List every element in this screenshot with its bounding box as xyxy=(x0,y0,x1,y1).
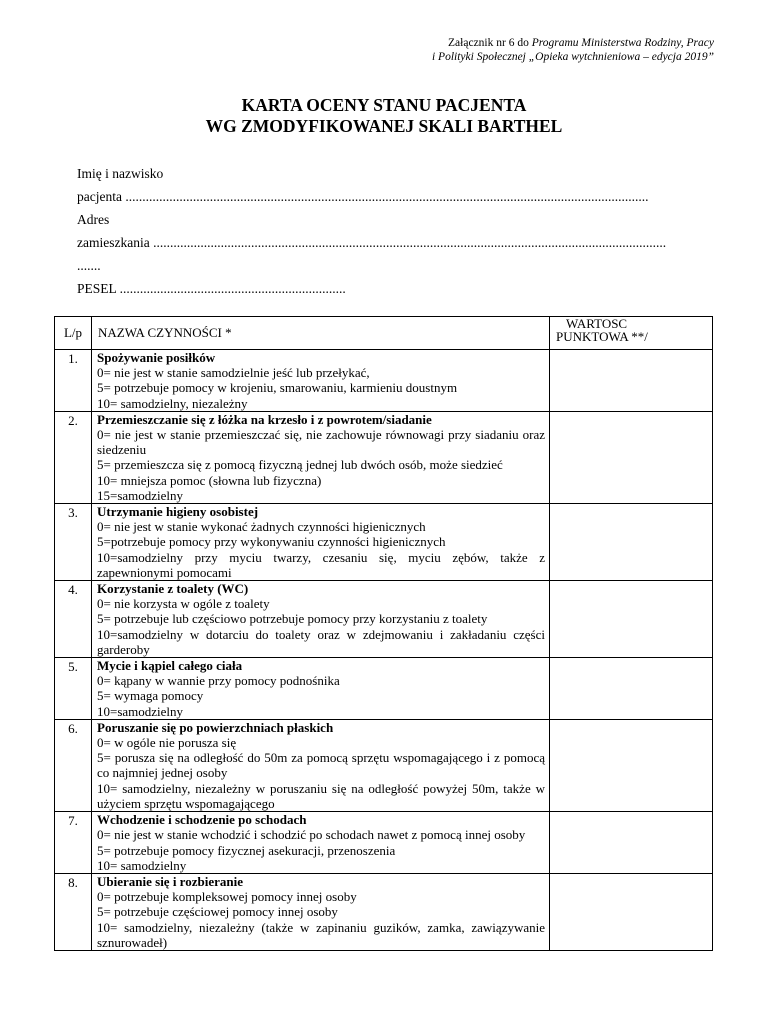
table-row xyxy=(55,350,713,412)
scoring-option: 5= potrzebuje częściowej pomocy innej osoby xyxy=(97,904,338,920)
scoring-option: 0= potrzebuje kompleksowej pomocy innej osoby xyxy=(97,889,357,905)
row-number: 6. xyxy=(55,719,92,811)
row-number: 2. xyxy=(55,411,92,503)
activity-title: Przemieszczanie się z łóżka na krzesło i z powrotem/siadanie xyxy=(97,411,432,427)
scoring-option: 10=samodzielny przy myciu twarzy, czesaniu się, myciu zębów, także z zapewnionymi pomocami xyxy=(97,549,545,580)
scoring-option: 5= przemieszcza się z pomocą fizyczną jednej lub dwóch osób, może siedzieć xyxy=(97,457,503,473)
address-label: Adres xyxy=(77,212,110,227)
scoring-option: 10= samodzielny, niezależny w poruszaniu się na odległość powyżej 50m, także w użyciem sprzętu wspomagającego xyxy=(97,780,545,811)
header-activity-name: NAZWA CZYNNOŚCI * xyxy=(92,317,550,350)
point-value-cell[interactable] xyxy=(550,411,713,503)
header-value-line-1: WARTOSC xyxy=(566,316,628,331)
scoring-option: 10= samodzielny xyxy=(97,857,187,873)
activity-description xyxy=(92,581,550,658)
scoring-option: 15=samodzielny xyxy=(97,487,184,503)
point-value-cell[interactable] xyxy=(550,812,713,874)
scoring-option: 5= porusza się na odległość do 50m za pomocą sprzętu wspomagającego i z pomocą co najmniej jednej osoby xyxy=(97,750,545,781)
point-value-cell[interactable] xyxy=(550,504,713,581)
scoring-option: 5= potrzebuje pomocy fizycznej asekuracji, przenoszenia xyxy=(97,842,396,858)
title-line-1: KARTA OCENY STANU PACJENTA xyxy=(241,95,527,115)
address-field[interactable]: zamieszkania ........................................................................................................................................................ xyxy=(77,235,667,250)
title-line-2: WG ZMODYFIKOWANEJ SKALI BARTHEL xyxy=(205,116,563,136)
barthel-table xyxy=(54,316,713,951)
table-row xyxy=(55,719,713,811)
row-number: 8. xyxy=(55,873,92,950)
scoring-option: 5= wymaga pomocy xyxy=(97,688,204,704)
activity-title: Wchodzenie i schodzenie po schodach xyxy=(97,812,307,828)
scoring-option: 5=potrzebuje pomocy przy wykonywaniu czynności higienicznych xyxy=(97,534,446,550)
name-label: Imię i nazwisko xyxy=(77,166,164,181)
activity-description xyxy=(92,719,550,811)
scoring-option: 0= nie jest w stanie wykonać żadnych czynności higienicznych xyxy=(97,519,426,535)
attachment-program: Programu Ministerstwa Rodziny, Pracy xyxy=(531,37,714,49)
activity-title: Ubieranie się i rozbieranie xyxy=(97,873,243,889)
row-number: 7. xyxy=(55,812,92,874)
activity-description xyxy=(92,812,550,874)
pesel-field[interactable]: PESEL ................................................................... xyxy=(77,281,346,296)
page-title xyxy=(0,95,768,137)
table-row xyxy=(55,873,713,950)
table-row xyxy=(55,581,713,658)
scoring-option: 10= mniejsza pomoc (słowna lub fizyczna) xyxy=(97,472,322,488)
header-point-value xyxy=(550,317,713,350)
table-row xyxy=(55,411,713,503)
table-row xyxy=(55,504,713,581)
name-field[interactable]: pacjenta ........................................................................................................................................................... xyxy=(77,189,649,204)
patient-fields xyxy=(77,162,712,300)
point-value-cell[interactable] xyxy=(550,350,713,412)
point-value-cell[interactable] xyxy=(550,581,713,658)
scoring-option: 0= nie jest w stanie samodzielnie jeść lub przełykać, xyxy=(97,365,370,381)
activity-title: Korzystanie z toalety (WC) xyxy=(97,581,249,597)
scoring-option: 5= potrzebuje lub częściowo potrzebuje pomocy przy korzystaniu z toalety xyxy=(97,611,488,627)
table-header-row xyxy=(55,317,713,350)
row-number: 1. xyxy=(55,350,92,412)
scoring-option: 10=samodzielny xyxy=(97,703,184,719)
activity-title: Mycie i kąpiel całego ciała xyxy=(97,658,243,674)
activity-description xyxy=(92,350,550,412)
header-value-line-2: PUNKTOWA **/ xyxy=(556,329,648,344)
point-value-cell[interactable] xyxy=(550,719,713,811)
activity-description xyxy=(92,658,550,720)
activity-title: Utrzymanie higieny osobistej xyxy=(97,504,259,520)
activity-description xyxy=(92,411,550,503)
scoring-option: 5= potrzebuje pomocy w krojeniu, smarowaniu, karmieniu doustnym xyxy=(97,380,458,396)
scoring-option: 0= w ogóle nie porusza się xyxy=(97,735,237,751)
row-number: 5. xyxy=(55,658,92,720)
activity-title: Spożywanie posiłków xyxy=(97,350,216,365)
attachment-note xyxy=(432,36,714,64)
table-row xyxy=(55,658,713,720)
row-number: 4. xyxy=(55,581,92,658)
attachment-line-2: i Polityki Społecznej „Opieka wytchnieniowa – edycja 2019” xyxy=(431,51,714,63)
activity-title: Poruszanie się po powierzchniach płaskich xyxy=(97,719,334,735)
scoring-option: 0= nie jest w stanie wchodzić i schodzić po schodach nawet z pomocą innej osoby xyxy=(97,827,526,843)
scoring-option: 10=samodzielny w dotarciu do toalety oraz w zdejmowaniu i zakładaniu części garderoby xyxy=(97,626,545,657)
activity-description xyxy=(92,873,550,950)
scoring-option: 0= kąpany w wannie przy pomocy podnośnika xyxy=(97,673,340,689)
point-value-cell[interactable] xyxy=(550,873,713,950)
activity-description xyxy=(92,504,550,581)
point-value-cell[interactable] xyxy=(550,658,713,720)
scoring-option: 10= samodzielny, niezależny xyxy=(97,395,248,411)
scoring-option: 0= nie jest w stanie przemieszczać się, nie zachowuje równowagi przy siadaniu oraz siedzeniu xyxy=(97,427,545,458)
address-field-continuation[interactable]: ....... xyxy=(77,258,101,273)
attachment-prefix: Załącznik nr 6 do xyxy=(448,37,529,49)
attachment-line-1 xyxy=(432,36,714,50)
table-row xyxy=(55,812,713,874)
scoring-option: 0= nie korzysta w ogóle z toalety xyxy=(97,596,270,612)
header-lp: L/p xyxy=(55,317,92,350)
scoring-option: 10= samodzielny, niezależny (także w zapinaniu guzików, zamka, zawiązywanie sznurowadeł) xyxy=(97,919,545,950)
row-number: 3. xyxy=(55,504,92,581)
